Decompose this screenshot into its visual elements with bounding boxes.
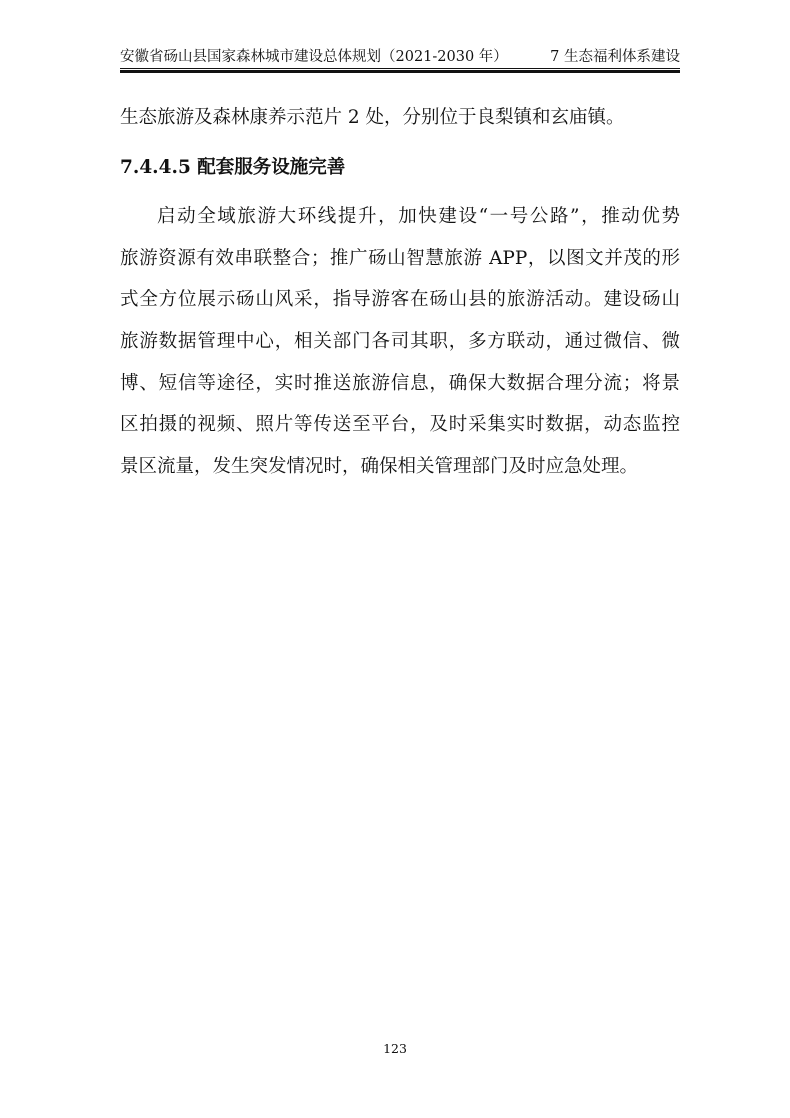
paragraph-line: 景区流量，发生突发情况时，确保相关管理部门及时应急处理。 — [120, 456, 639, 478]
page-number: 123 — [383, 1041, 407, 1056]
paragraph-line: 区拍摄的视频、照片等传送至平台，及时采集实时数据，动态监控 — [120, 414, 680, 436]
paragraph-line: 旅游数据管理中心，相关部门各司其职，多方联动，通过微信、微 — [120, 331, 680, 353]
section-heading: 7.4.4.5 配套服务设施完善 — [120, 157, 346, 178]
header-rule-thin — [120, 68, 680, 69]
paragraph-line: 式全方位展示砀山风采，指导游客在砀山县的旅游活动。建设砀山 — [120, 289, 680, 311]
continuation-paragraph: 生态旅游及森林康养示范片 2 处，分别位于良梨镇和玄庙镇。 — [120, 107, 625, 128]
header-document-title: 安徽省砀山县国家森林城市建设总体规划（2021-2030 年） — [120, 49, 508, 65]
header-chapter-title: 7 生态福利体系建设 — [550, 49, 680, 65]
paragraph-line: 启动全域旅游大环线提升，加快建设“一号公路”，推动优势 — [157, 206, 680, 227]
header-rule-thick — [120, 70, 680, 73]
paragraph-line: 博、短信等途径，实时推送旅游信息，确保大数据合理分流；将景 — [120, 372, 680, 394]
paragraph-line: 旅游资源有效串联整合；推广砀山智慧旅游 APP，以图文并茂的形 — [120, 247, 680, 269]
body-paragraph — [120, 196, 680, 488]
